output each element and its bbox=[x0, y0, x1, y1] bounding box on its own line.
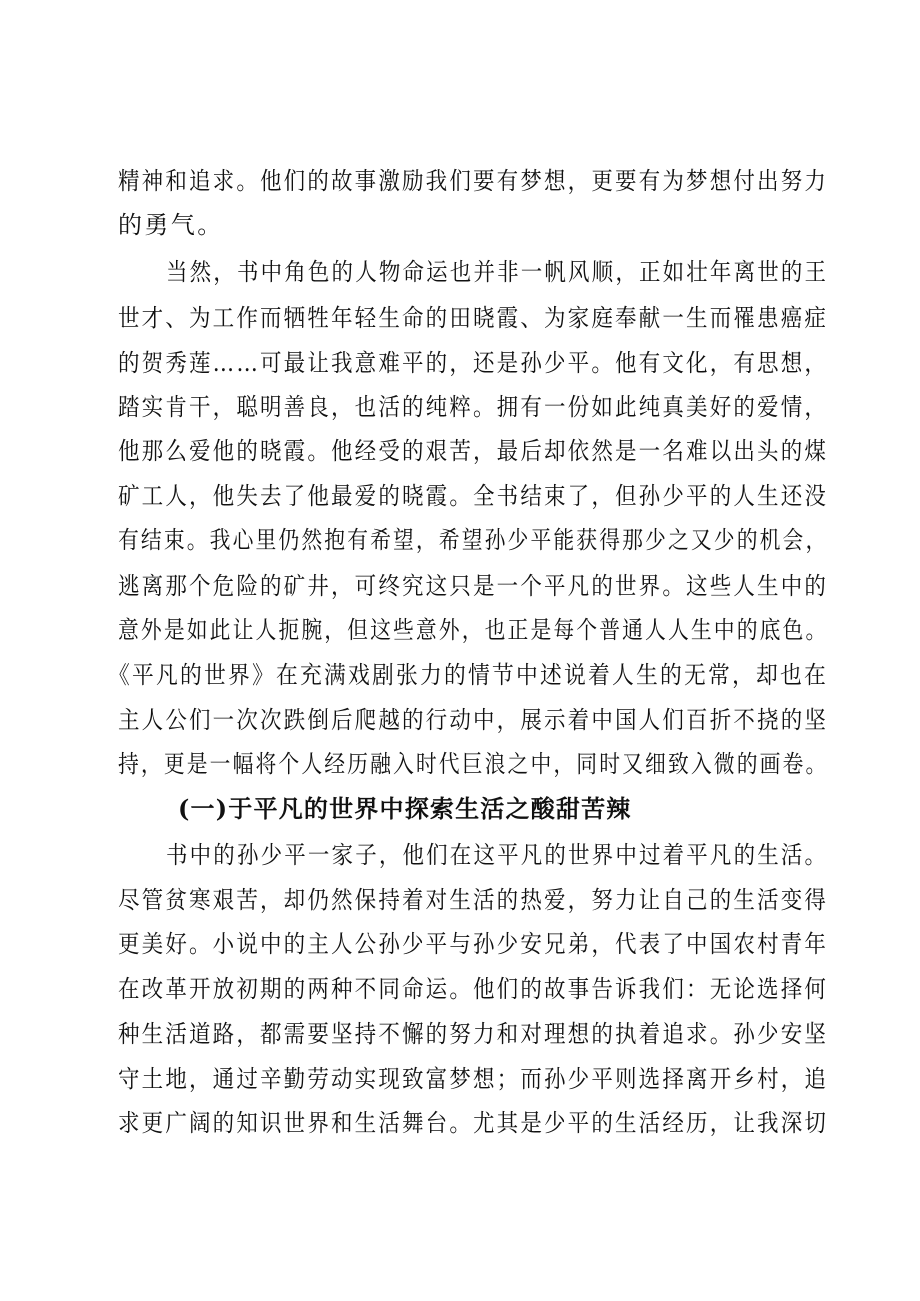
body-text-line: 《平凡的世界》在充满戏剧张力的情节中述说着人生的无常，却也在 bbox=[108, 661, 829, 689]
body-text-line: 当然，书中角色的人物命运也并非一帆风顺，正如壮年离世的王 bbox=[166, 258, 829, 286]
body-text-line: 尽管贫寒艰苦，却仍然保持着对生活的热爱，努力让自己的生活变得 bbox=[118, 886, 829, 914]
body-text-line: 精神和追求。他们的故事激励我们要有梦想，更要有为梦想付出努力 bbox=[118, 167, 829, 195]
body-text-line: 逃离那个危险的矿井，可终究这只是一个平凡的世界。这些人生中的 bbox=[118, 572, 829, 600]
body-text-line: 世才、为工作而牺牲年轻生命的田晓霞、为家庭奉献一生而罹患癌症 bbox=[118, 304, 829, 332]
body-text-line: 种生活道路，都需要坚持不懈的努力和对理想的执着追求。孙少安坚 bbox=[118, 1020, 829, 1048]
body-text-line: 他那么爱他的晓霞。他经受的艰苦，最后却依然是一名难以出头的煤 bbox=[118, 437, 829, 465]
body-text-line: 意外是如此让人扼腕，但这些意外，也正是每个普通人人生中的底色。 bbox=[118, 616, 829, 644]
body-text-line: 守土地，通过辛勤劳动实现致富梦想；而孙少平则选择离开乡村，追 bbox=[118, 1065, 829, 1093]
body-text-line: 踏实肯干，聪明善良，也活的纯粹。拥有一份如此纯真美好的爱情， bbox=[118, 393, 829, 421]
body-text-line: 书中的孙少平一家子，他们在这平凡的世界中过着平凡的生活。 bbox=[166, 841, 829, 869]
body-text-line: 持，更是一幅将个人经历融入时代巨浪之中，同时又细致入微的画卷。 bbox=[118, 750, 829, 778]
body-text-line: 有结束。我心里仍然抱有希望，希望孙少平能获得那少之又少的机会， bbox=[118, 526, 829, 554]
section-heading: (一)于平凡的世界中探索生活之酸甜苦辣 bbox=[178, 794, 632, 823]
body-text-line: 求更广阔的知识世界和生活舞台。尤其是少平的生活经历，让我深切 bbox=[118, 1109, 829, 1137]
body-text-line: 的贺秀莲……可最让我意难平的，还是孙少平。他有文化，有思想， bbox=[118, 349, 829, 377]
body-text-line: 更美好。小说中的主人公孙少平与孙少安兄弟，代表了中国农村青年 bbox=[118, 930, 829, 958]
body-text-line: 的勇气。 bbox=[118, 211, 224, 239]
body-text-line: 矿工人，他失去了他最爱的晓霞。全书结束了，但孙少平的人生还没 bbox=[118, 482, 829, 510]
body-text-line: 主人公们一次次跌倒后爬越的行动中，展示着中国人们百折不挠的坚 bbox=[118, 706, 829, 734]
body-text-line: 在改革开放初期的两种不同命运。他们的故事告诉我们：无论选择何 bbox=[118, 975, 829, 1003]
